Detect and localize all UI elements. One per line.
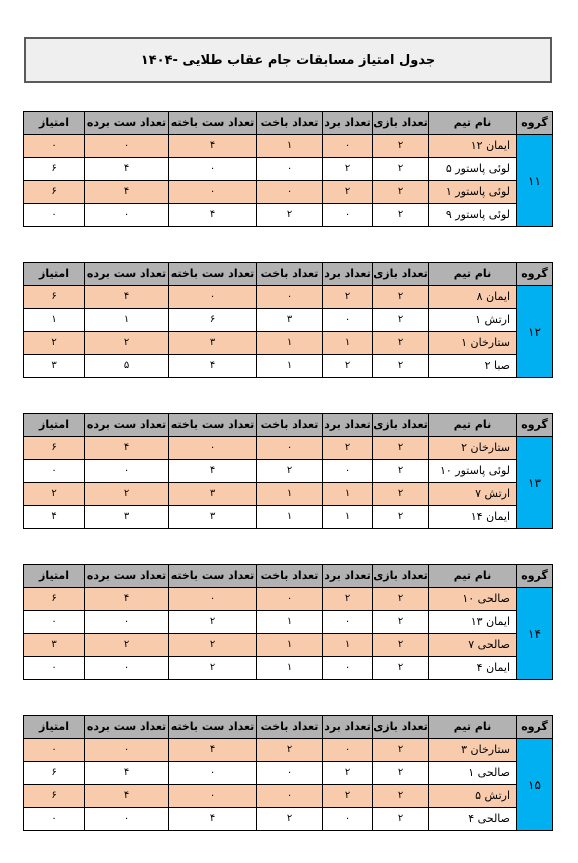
cell-points: ۰: [24, 808, 85, 831]
column-header-team: نام تیم: [429, 263, 517, 286]
cell-points: ۱: [24, 309, 85, 332]
column-header-points: امتیاز: [24, 716, 85, 739]
cell-played: ۲: [373, 204, 429, 227]
table-row: [24, 460, 553, 483]
cell-played: ۲: [373, 739, 429, 762]
column-header-points: امتیاز: [24, 112, 85, 135]
cell-sets-lost: ۰: [169, 158, 257, 181]
cell-played: ۲: [373, 158, 429, 181]
standings-table: [23, 111, 553, 227]
cell-played: ۲: [373, 657, 429, 680]
cell-played: ۲: [373, 135, 429, 158]
table-row: [24, 286, 553, 309]
cell-sets-won: ۲: [85, 332, 169, 355]
table-row: [24, 611, 553, 634]
cell-lost: ۱: [257, 135, 323, 158]
standings-table: [23, 564, 553, 680]
cell-lost: ۱: [257, 634, 323, 657]
cell-sets-won: ۰: [85, 135, 169, 158]
cell-sets-won: ۰: [85, 657, 169, 680]
standings-table: [23, 262, 553, 378]
team-name-cell: صالحی ۱۰: [429, 588, 517, 611]
table-row: [24, 785, 553, 808]
cell-lost: ۲: [257, 739, 323, 762]
cell-points: ۰: [24, 204, 85, 227]
page-title: جدول امتیاز مسابقات جام عقاب طلایی -۱۴۰۴: [24, 37, 552, 83]
cell-sets-won: ۰: [85, 739, 169, 762]
column-header-lost: تعداد باخت: [257, 716, 323, 739]
team-name-cell: ایمان ۱۲: [429, 135, 517, 158]
group-number: ۱۲: [517, 286, 553, 378]
cell-won: ۰: [323, 204, 373, 227]
group-number: ۱۳: [517, 437, 553, 529]
column-header-won: تعداد برد: [323, 263, 373, 286]
cell-lost: ۲: [257, 808, 323, 831]
cell-won: ۱: [323, 506, 373, 529]
column-header-sets-lost: تعداد ست باخته: [169, 112, 257, 135]
cell-lost: ۲: [257, 460, 323, 483]
cell-sets-lost: ۴: [169, 739, 257, 762]
cell-won: ۲: [323, 762, 373, 785]
column-header-lost: تعداد باخت: [257, 263, 323, 286]
column-header-lost: تعداد باخت: [257, 112, 323, 135]
column-header-played: تعداد بازی: [373, 716, 429, 739]
table-row: [24, 309, 553, 332]
cell-sets-won: ۴: [85, 785, 169, 808]
column-header-group: گروه: [517, 263, 553, 286]
cell-sets-won: ۴: [85, 158, 169, 181]
cell-played: ۲: [373, 634, 429, 657]
cell-won: ۰: [323, 739, 373, 762]
group-table-4: [24, 715, 553, 835]
table-row: [24, 181, 553, 204]
team-name-cell: ستارخان ۲: [429, 437, 517, 460]
cell-played: ۲: [373, 437, 429, 460]
cell-played: ۲: [373, 611, 429, 634]
column-header-team: نام تیم: [429, 716, 517, 739]
cell-played: ۲: [373, 588, 429, 611]
table-row: [24, 158, 553, 181]
group-number: ۱۱: [517, 135, 553, 227]
cell-won: ۲: [323, 158, 373, 181]
cell-points: ۳: [24, 355, 85, 378]
cell-points: ۶: [24, 762, 85, 785]
column-header-sets-won: تعداد ست برده: [85, 716, 169, 739]
cell-lost: ۳: [257, 309, 323, 332]
cell-won: ۰: [323, 460, 373, 483]
cell-points: ۰: [24, 135, 85, 158]
cell-won: ۲: [323, 588, 373, 611]
table-row: [24, 355, 553, 378]
cell-sets-won: ۲: [85, 483, 169, 506]
team-name-cell: ارتش ۱: [429, 309, 517, 332]
cell-played: ۲: [373, 332, 429, 355]
cell-sets-won: ۴: [85, 588, 169, 611]
header-row: [24, 263, 553, 286]
group-table-2: [24, 413, 553, 533]
cell-sets-lost: ۰: [169, 762, 257, 785]
column-header-lost: تعداد باخت: [257, 414, 323, 437]
column-header-team: نام تیم: [429, 565, 517, 588]
table-row: [24, 332, 553, 355]
team-name-cell: لوئی پاستور ۱۰: [429, 460, 517, 483]
cell-sets-lost: ۰: [169, 785, 257, 808]
column-header-group: گروه: [517, 565, 553, 588]
group-table-1: [24, 262, 553, 382]
cell-sets-lost: ۴: [169, 135, 257, 158]
cell-won: ۱: [323, 634, 373, 657]
column-header-sets-lost: تعداد ست باخته: [169, 716, 257, 739]
cell-points: ۰: [24, 657, 85, 680]
table-row: [24, 588, 553, 611]
team-name-cell: ایمان ۸: [429, 286, 517, 309]
column-header-played: تعداد بازی: [373, 112, 429, 135]
cell-points: ۶: [24, 181, 85, 204]
cell-sets-won: ۰: [85, 460, 169, 483]
table-row: [24, 483, 553, 506]
column-header-sets-won: تعداد ست برده: [85, 414, 169, 437]
cell-points: ۶: [24, 588, 85, 611]
cell-sets-won: ۵: [85, 355, 169, 378]
column-header-sets-lost: تعداد ست باخته: [169, 263, 257, 286]
group-table-3: [24, 564, 553, 684]
cell-played: ۲: [373, 483, 429, 506]
cell-sets-won: ۱: [85, 309, 169, 332]
cell-points: ۲: [24, 483, 85, 506]
cell-won: ۰: [323, 808, 373, 831]
cell-won: ۲: [323, 286, 373, 309]
team-name-cell: ارتش ۷: [429, 483, 517, 506]
column-header-sets-won: تعداد ست برده: [85, 565, 169, 588]
group-number: ۱۵: [517, 739, 553, 831]
column-header-points: امتیاز: [24, 414, 85, 437]
column-header-sets-lost: تعداد ست باخته: [169, 565, 257, 588]
team-name-cell: ایمان ۱۳: [429, 611, 517, 634]
cell-sets-lost: ۲: [169, 634, 257, 657]
cell-played: ۲: [373, 785, 429, 808]
cell-points: ۶: [24, 437, 85, 460]
cell-sets-lost: ۰: [169, 588, 257, 611]
cell-points: ۶: [24, 785, 85, 808]
column-header-group: گروه: [517, 716, 553, 739]
team-name-cell: ستارخان ۱: [429, 332, 517, 355]
cell-sets-won: ۴: [85, 181, 169, 204]
team-name-cell: صالحی ۱: [429, 762, 517, 785]
cell-lost: ۱: [257, 332, 323, 355]
team-name-cell: صبا ۲: [429, 355, 517, 378]
cell-won: ۰: [323, 611, 373, 634]
table-row: [24, 437, 553, 460]
team-name-cell: ارتش ۵: [429, 785, 517, 808]
cell-won: ۲: [323, 181, 373, 204]
column-header-won: تعداد برد: [323, 414, 373, 437]
group-number: ۱۴: [517, 588, 553, 680]
cell-sets-lost: ۲: [169, 611, 257, 634]
cell-played: ۲: [373, 762, 429, 785]
table-row: [24, 762, 553, 785]
cell-points: ۲: [24, 332, 85, 355]
cell-sets-lost: ۰: [169, 181, 257, 204]
cell-lost: ۰: [257, 437, 323, 460]
team-name-cell: لوئی پاستور ۵: [429, 158, 517, 181]
cell-lost: ۰: [257, 588, 323, 611]
cell-sets-lost: ۶: [169, 309, 257, 332]
cell-won: ۰: [323, 657, 373, 680]
table-row: [24, 739, 553, 762]
column-header-won: تعداد برد: [323, 716, 373, 739]
cell-played: ۲: [373, 181, 429, 204]
column-header-points: امتیاز: [24, 565, 85, 588]
cell-played: ۲: [373, 808, 429, 831]
cell-points: ۰: [24, 611, 85, 634]
cell-won: ۲: [323, 355, 373, 378]
cell-sets-won: ۰: [85, 204, 169, 227]
cell-lost: ۰: [257, 181, 323, 204]
cell-won: ۲: [323, 437, 373, 460]
cell-lost: ۰: [257, 286, 323, 309]
cell-points: ۰: [24, 739, 85, 762]
cell-lost: ۰: [257, 785, 323, 808]
cell-sets-won: ۳: [85, 506, 169, 529]
cell-sets-won: ۰: [85, 611, 169, 634]
table-row: [24, 506, 553, 529]
column-header-played: تعداد بازی: [373, 414, 429, 437]
header-row: [24, 716, 553, 739]
group-table-0: [24, 111, 553, 231]
cell-played: ۲: [373, 309, 429, 332]
table-row: [24, 808, 553, 831]
cell-sets-won: ۰: [85, 808, 169, 831]
cell-sets-lost: ۲: [169, 657, 257, 680]
cell-won: ۱: [323, 332, 373, 355]
cell-sets-won: ۴: [85, 762, 169, 785]
header-row: [24, 112, 553, 135]
cell-points: ۰: [24, 460, 85, 483]
table-row: [24, 634, 553, 657]
column-header-sets-lost: تعداد ست باخته: [169, 414, 257, 437]
team-name-cell: ایمان ۴: [429, 657, 517, 680]
cell-won: ۲: [323, 785, 373, 808]
cell-lost: ۱: [257, 483, 323, 506]
cell-sets-lost: ۰: [169, 286, 257, 309]
cell-played: ۲: [373, 286, 429, 309]
cell-won: ۱: [323, 483, 373, 506]
cell-sets-won: ۴: [85, 286, 169, 309]
column-header-sets-won: تعداد ست برده: [85, 263, 169, 286]
cell-lost: ۱: [257, 355, 323, 378]
team-name-cell: لوئی پاستور ۱: [429, 181, 517, 204]
cell-points: ۳: [24, 634, 85, 657]
table-row: [24, 657, 553, 680]
column-header-lost: تعداد باخت: [257, 565, 323, 588]
cell-lost: ۲: [257, 204, 323, 227]
cell-lost: ۱: [257, 657, 323, 680]
cell-lost: ۰: [257, 158, 323, 181]
standings-table: [23, 413, 553, 529]
team-name-cell: صالحی ۷: [429, 634, 517, 657]
cell-played: ۲: [373, 355, 429, 378]
team-name-cell: صالحی ۴: [429, 808, 517, 831]
column-header-group: گروه: [517, 112, 553, 135]
cell-lost: ۱: [257, 611, 323, 634]
header-row: [24, 565, 553, 588]
cell-played: ۲: [373, 506, 429, 529]
column-header-points: امتیاز: [24, 263, 85, 286]
cell-played: ۲: [373, 460, 429, 483]
cell-won: ۰: [323, 309, 373, 332]
team-name-cell: لوئی پاستور ۹: [429, 204, 517, 227]
cell-sets-lost: ۴: [169, 355, 257, 378]
cell-won: ۰: [323, 135, 373, 158]
column-header-team: نام تیم: [429, 112, 517, 135]
table-row: [24, 204, 553, 227]
column-header-won: تعداد برد: [323, 565, 373, 588]
cell-points: ۶: [24, 286, 85, 309]
team-name-cell: ایمان ۱۴: [429, 506, 517, 529]
cell-sets-lost: ۴: [169, 204, 257, 227]
cell-lost: ۱: [257, 506, 323, 529]
column-header-played: تعداد بازی: [373, 263, 429, 286]
cell-sets-lost: ۳: [169, 506, 257, 529]
column-header-group: گروه: [517, 414, 553, 437]
cell-sets-lost: ۳: [169, 332, 257, 355]
cell-sets-lost: ۳: [169, 483, 257, 506]
team-name-cell: ستارخان ۳: [429, 739, 517, 762]
cell-sets-lost: ۰: [169, 437, 257, 460]
standings-table: [23, 715, 553, 831]
cell-sets-lost: ۴: [169, 460, 257, 483]
table-row: [24, 135, 553, 158]
cell-points: ۴: [24, 506, 85, 529]
cell-lost: ۰: [257, 762, 323, 785]
column-header-won: تعداد برد: [323, 112, 373, 135]
cell-sets-lost: ۴: [169, 808, 257, 831]
header-row: [24, 414, 553, 437]
cell-points: ۶: [24, 158, 85, 181]
cell-sets-won: ۴: [85, 437, 169, 460]
column-header-team: نام تیم: [429, 414, 517, 437]
column-header-played: تعداد بازی: [373, 565, 429, 588]
cell-sets-won: ۲: [85, 634, 169, 657]
column-header-sets-won: تعداد ست برده: [85, 112, 169, 135]
